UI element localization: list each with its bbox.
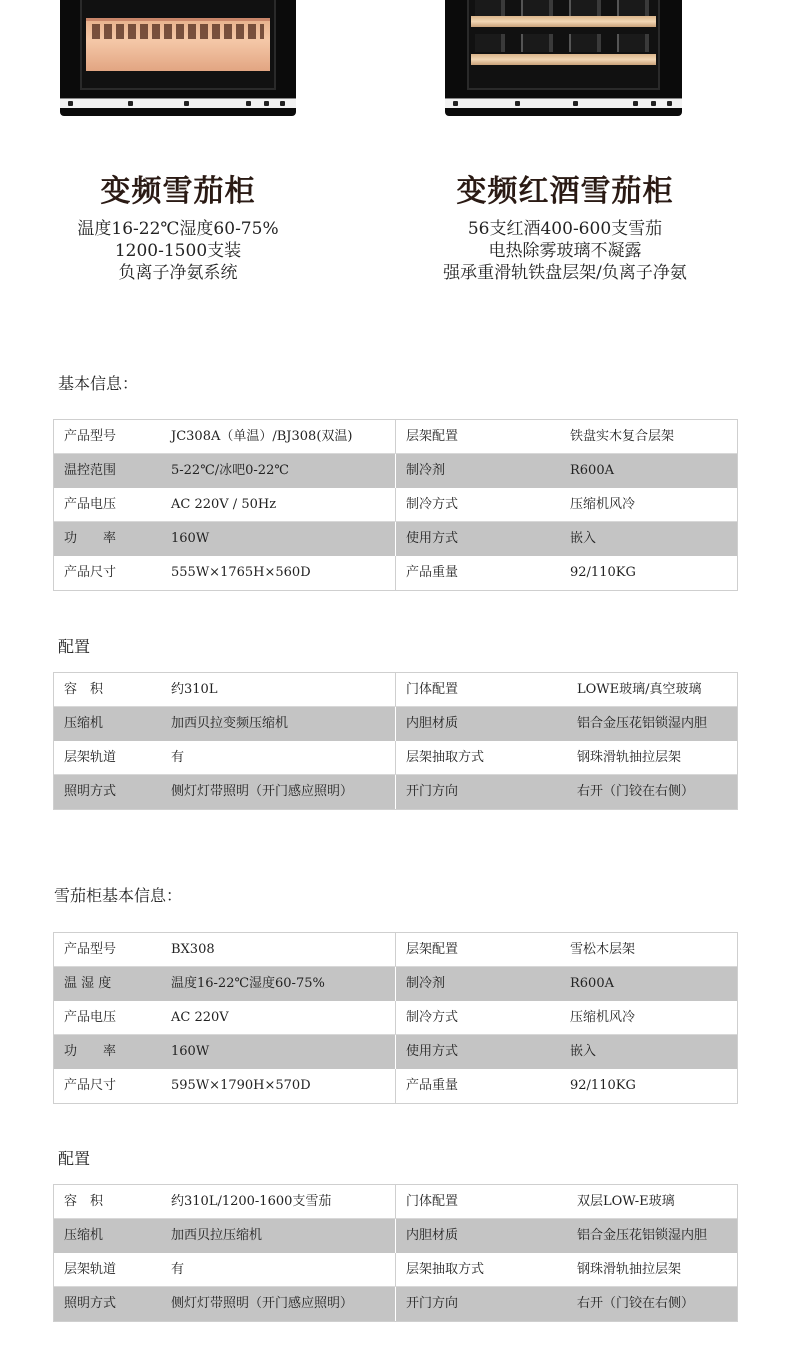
- product-title: 变频红酒雪茄柜: [456, 174, 674, 209]
- spec-value: AC 220V: [171, 1010, 229, 1025]
- spec-label: 开门方向: [406, 784, 459, 799]
- spec-value: 92/110KG: [570, 1078, 636, 1093]
- spec-label: 产品重量: [406, 1078, 459, 1093]
- table-row: [54, 1287, 737, 1321]
- product-spec-line: 电热除雾玻璃不凝露: [488, 241, 642, 261]
- base-screw: [246, 101, 251, 106]
- product-spec-line: 温度16-22℃湿度60-75%: [77, 219, 279, 239]
- table-row: [54, 420, 737, 454]
- spec-label: 层架抽取方式: [406, 750, 485, 765]
- spec-value: 侧灯灯带照明（开门感应照明）: [171, 784, 354, 799]
- product-description: [405, 218, 725, 284]
- spec-value: 右开（门铰在右侧）: [577, 1296, 695, 1311]
- spec-label: 使用方式: [406, 1044, 459, 1059]
- spec-value: 92/110KG: [570, 565, 636, 580]
- spec-label: 制冷剂: [406, 463, 446, 478]
- base-screw: [264, 101, 269, 106]
- base-screw: [651, 101, 656, 106]
- spec-table-cigar-configuration: [53, 1184, 738, 1322]
- spec-value: 595W×1790H×570D: [171, 1078, 311, 1093]
- spec-label: 内胆材质: [406, 716, 459, 731]
- cigar-cabinet-image: [60, 0, 296, 116]
- spec-label: 层架抽取方式: [406, 1262, 485, 1277]
- spec-label: 容 积: [64, 1194, 104, 1209]
- spec-value: 压缩机风冷: [570, 497, 636, 512]
- wooden-shelf: [471, 16, 656, 27]
- base-screw: [184, 101, 189, 106]
- table-row: [54, 1253, 737, 1287]
- product-spec-line: 强承重滑轨铁盘层架/负离子净氨: [443, 263, 687, 283]
- spec-label: 产品型号: [64, 429, 117, 444]
- cabinet-interior: [80, 0, 276, 90]
- spec-label: 产品重量: [406, 565, 459, 580]
- spec-label: 制冷方式: [406, 1010, 459, 1025]
- spec-value: 约310L/1200-1600支雪茄: [171, 1194, 332, 1209]
- spec-value: 侧灯灯带照明（开门感应照明）: [171, 1296, 354, 1311]
- spec-value: 555W×1765H×560D: [171, 565, 311, 580]
- base-screw: [633, 101, 638, 106]
- base-screw: [128, 101, 133, 106]
- spec-label: 制冷方式: [406, 497, 459, 512]
- wine-cigar-cabinet-image: [445, 0, 682, 116]
- table-row: [54, 454, 737, 488]
- table-row: [54, 933, 737, 967]
- base-screw: [68, 101, 73, 106]
- spec-value: 压缩机风冷: [570, 1010, 636, 1025]
- spec-label: 功 率: [64, 531, 117, 546]
- spec-value: 加西贝拉压缩机: [171, 1228, 263, 1243]
- spec-value: 温度16-22℃湿度60-75%: [171, 976, 325, 991]
- spec-value: JC308A（单温）/BJ308(双温): [171, 429, 353, 444]
- spec-label: 功 率: [64, 1044, 117, 1059]
- spec-table-configuration: [53, 672, 738, 810]
- spec-label: 层架配置: [406, 429, 459, 444]
- section-title-cigar-configuration: 配置: [58, 1149, 91, 1168]
- spec-label: 温控范围: [64, 463, 117, 478]
- table-row: [54, 522, 737, 556]
- table-row: [54, 967, 737, 1001]
- spec-label: 照明方式: [64, 784, 117, 799]
- base-screw: [453, 101, 458, 106]
- spec-value: 嵌入: [570, 1044, 597, 1059]
- table-row: [54, 1035, 737, 1069]
- product-title: 变频雪茄柜: [100, 174, 256, 209]
- spec-label: 层架配置: [406, 942, 459, 957]
- spec-value: 雪松木层架: [570, 942, 636, 957]
- spec-label: 产品电压: [64, 497, 117, 512]
- spec-label: 使用方式: [406, 531, 459, 546]
- spec-value: 约310L: [171, 682, 218, 697]
- spec-table-basic-info: [53, 419, 738, 591]
- spec-label: 压缩机: [64, 716, 104, 731]
- spec-value: 有: [171, 1262, 185, 1277]
- product-spec-line: 1200-1500支装: [114, 241, 242, 261]
- base-screw: [280, 101, 285, 106]
- spec-label: 产品尺寸: [64, 565, 117, 580]
- spec-value: 160W: [171, 531, 210, 546]
- spec-label: 门体配置: [406, 682, 459, 697]
- spec-value: BX308: [171, 942, 215, 957]
- table-row: [54, 488, 737, 522]
- base-screw: [515, 101, 520, 106]
- product-spec-line: 负离子净氨系统: [118, 263, 238, 283]
- spec-value: 铝合金压花铝锁湿内胆: [577, 1228, 708, 1243]
- spec-label: 产品型号: [64, 942, 117, 957]
- spec-value: 160W: [171, 1044, 210, 1059]
- spec-label: 温 湿 度: [64, 976, 112, 991]
- spec-value: 铝合金压花铝锁湿内胆: [577, 716, 708, 731]
- spec-label: 门体配置: [406, 1194, 459, 1209]
- spec-value: 双层LOW-E玻璃: [577, 1194, 675, 1209]
- spec-label: 产品电压: [64, 1010, 117, 1025]
- spec-label: 开门方向: [406, 1296, 459, 1311]
- spec-label: 层架轨道: [64, 750, 117, 765]
- spec-value: R600A: [570, 463, 614, 478]
- section-title-cigar-basic-info: 雪茄柜基本信息：: [54, 886, 183, 905]
- spec-value: 加西贝拉变频压缩机: [171, 716, 289, 731]
- spec-label: 照明方式: [64, 1296, 117, 1311]
- spec-value: 钢珠滑轨抽拉层架: [577, 750, 682, 765]
- table-row: [54, 1185, 737, 1219]
- table-row: [54, 556, 737, 590]
- table-row: [54, 707, 737, 741]
- base-screw: [573, 101, 578, 106]
- spec-value: 钢珠滑轨抽拉层架: [577, 1262, 682, 1277]
- spec-value: 嵌入: [570, 531, 597, 546]
- section-title-basic-info: 基本信息：: [58, 374, 139, 393]
- section-title-configuration: 配置: [58, 637, 91, 656]
- spec-label: 产品尺寸: [64, 1078, 117, 1093]
- spec-value: 铁盘实木复合层架: [570, 429, 675, 444]
- spec-value: AC 220V / 50Hz: [171, 497, 277, 512]
- spec-value: 右开（门铰在右侧）: [577, 784, 695, 799]
- table-row: [54, 741, 737, 775]
- base-screw: [667, 101, 672, 106]
- spec-value: 有: [171, 750, 185, 765]
- drawer-vent-slots: [92, 24, 264, 36]
- cabinet-base: [445, 98, 682, 108]
- spec-label: 容 积: [64, 682, 104, 697]
- table-row: [54, 1001, 737, 1035]
- spec-label: 制冷剂: [406, 976, 446, 991]
- spec-label: 内胆材质: [406, 1228, 459, 1243]
- spec-value: R600A: [570, 976, 614, 991]
- wooden-shelf: [471, 54, 656, 65]
- wine-bottles-row: [475, 34, 652, 52]
- table-row: [54, 1219, 737, 1253]
- cabinet-base: [60, 98, 296, 108]
- product-spec-line: 56支红酒400-600支雪茄: [467, 219, 663, 239]
- spec-table-cigar-basic-info: [53, 932, 738, 1104]
- table-row: [54, 673, 737, 707]
- spec-value: 5-22℃/冰吧0-22℃: [171, 463, 289, 478]
- spec-label: 层架轨道: [64, 1262, 117, 1277]
- spec-label: 压缩机: [64, 1228, 104, 1243]
- drawer-vent-slots-lower: [92, 36, 264, 39]
- table-row: [54, 775, 737, 809]
- cabinet-interior: [467, 0, 660, 90]
- table-row: [54, 1069, 737, 1103]
- product-description: [40, 218, 316, 284]
- spec-value: LOWE玻璃/真空玻璃: [577, 682, 702, 697]
